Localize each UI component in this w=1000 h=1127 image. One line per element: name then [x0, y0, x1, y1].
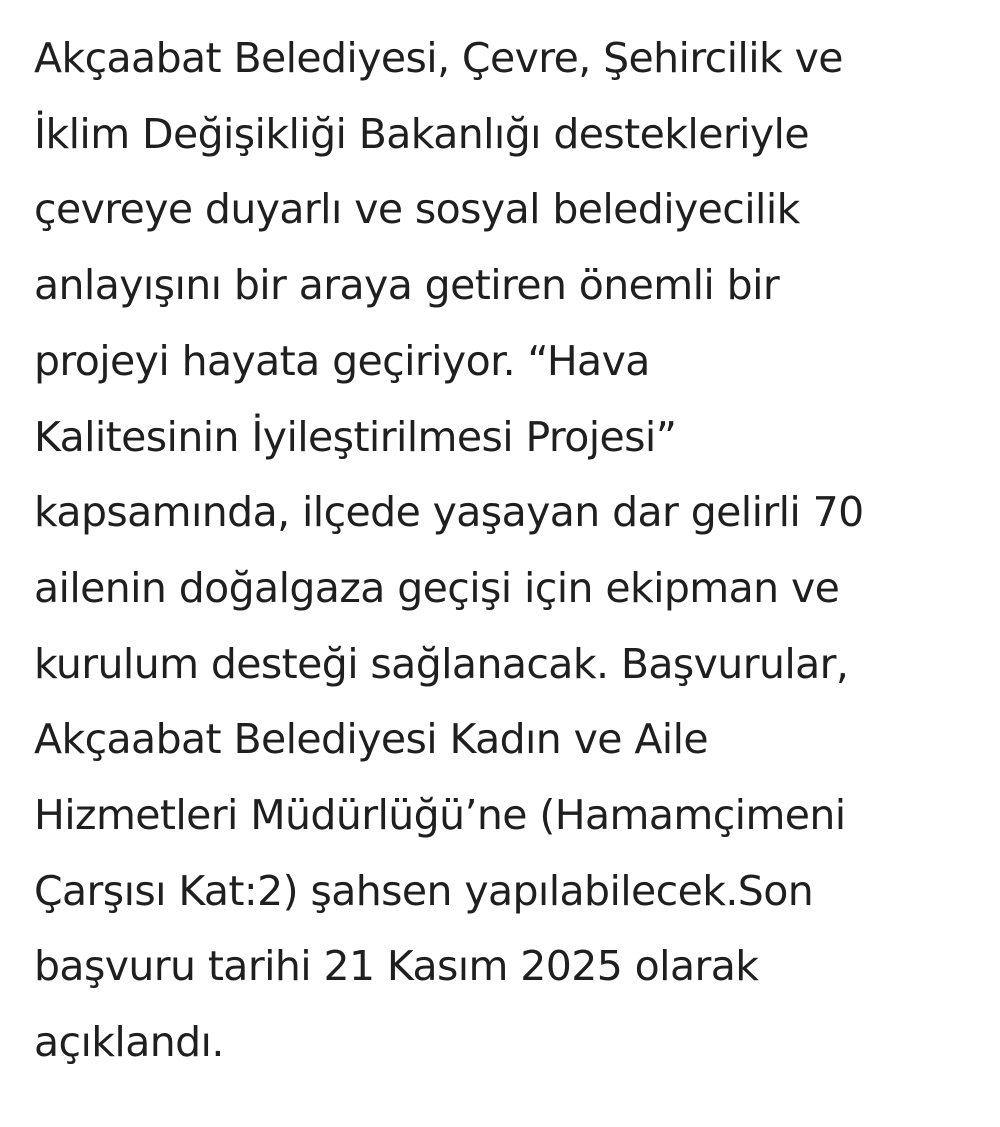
article-body: [34, 21, 984, 1081]
article-text-line: ailenin doğalgaza geçişi için ekipman ve: [34, 563, 840, 612]
article-text-line: kapsamında, ilçede yaşayan dar gelirli 70: [34, 488, 864, 537]
article-text-line: Hizmetleri Müdürlüğü’ne (Hamamçimeni: [34, 791, 846, 840]
article-text-line: İklim Değişikliği Bakanlığı destekleriyle: [34, 109, 809, 158]
article-text-line: anlayışını bir araya getiren önemli bir: [34, 261, 780, 310]
article-text-line: başvuru tarihi 21 Kasım 2025 olarak: [34, 942, 759, 991]
article-text-line: Akçaabat Belediyesi Kadın ve Aile: [34, 715, 708, 764]
article-text-line: açıklandı.: [34, 1018, 224, 1067]
article-text-line: Çarşısı Kat:2) şahsen yapılabilecek.Son: [34, 866, 814, 915]
article-text-line: çevreye duyarlı ve sosyal belediyecilik: [34, 185, 800, 234]
article-text-line: Akçaabat Belediyesi, Çevre, Şehircilik ve: [34, 34, 843, 82]
article-text-line: projeyi hayata geçiriyor. “Hava: [34, 336, 650, 385]
article-text-line: kurulum desteği sağlanacak. Başvurular,: [34, 639, 849, 688]
article-text-line: Kalitesinin İyileştirilmesi Projesi”: [34, 412, 677, 461]
